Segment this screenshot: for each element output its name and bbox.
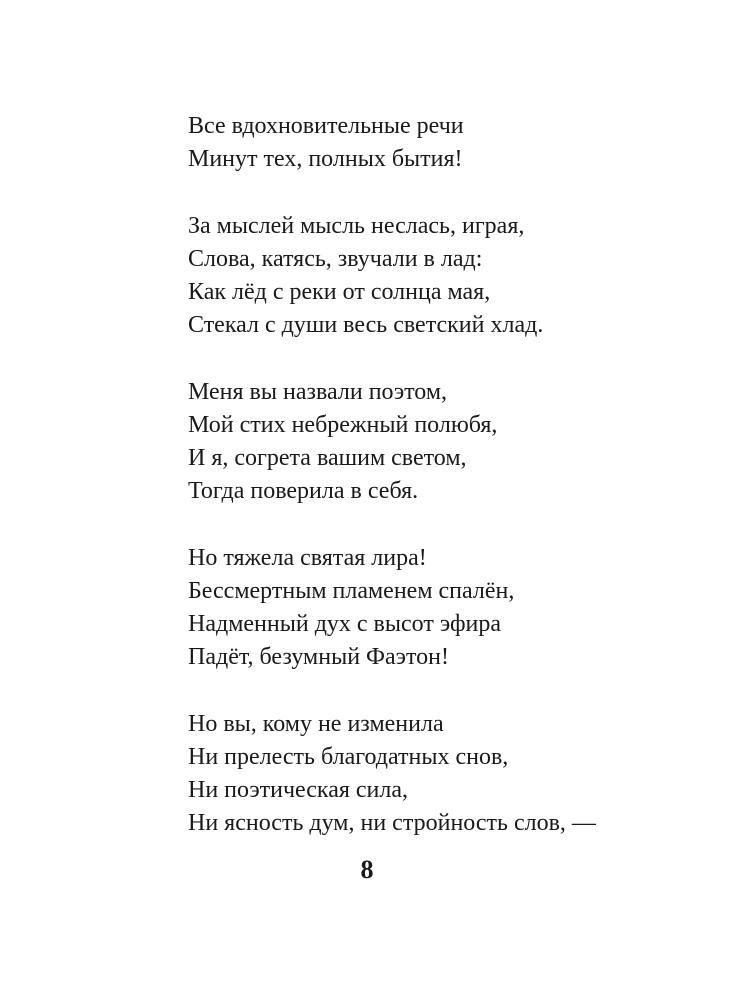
poem-line: Надменный дух с высот эфира xyxy=(188,611,502,637)
stanza-5 xyxy=(188,708,688,840)
poem-line: Мой стих небрежный полюбя, xyxy=(188,412,498,438)
stanza-3 xyxy=(188,376,688,508)
poem-line: Как лёд с реки от солнца мая, xyxy=(188,279,491,305)
poem-line: Падёт, безумный Фаэтон! xyxy=(188,644,449,670)
poem-text xyxy=(188,110,688,874)
poem-line: Бессмертным пламенем спалён, xyxy=(188,578,515,604)
poem-line: Ни поэтическая сила, xyxy=(188,777,409,803)
poem-line: Ни ясность дум, ни стройность слов, — xyxy=(188,810,596,836)
poem-line: И я, согрета вашим светом, xyxy=(188,445,467,471)
poem-line: Стекал с души весь светский хлад. xyxy=(188,312,544,338)
poem-line: За мыслей мысль неслась, играя, xyxy=(188,213,525,239)
poem-line: Тогда поверила в себя. xyxy=(188,478,419,504)
page-number: 8 xyxy=(360,855,374,884)
poem-line: Все вдохновительные речи xyxy=(188,113,464,139)
poem-line: Слова, катясь, звучали в лад: xyxy=(188,246,483,272)
poem-line: Но тяжела святая лира! xyxy=(188,545,427,571)
stanza-2 xyxy=(188,210,688,342)
poem-line: Меня вы назвали поэтом, xyxy=(188,379,448,405)
poem-line: Но вы, кому не изменила xyxy=(188,711,444,737)
stanza-1 xyxy=(188,110,688,176)
poem-line: Ни прелесть благодатных снов, xyxy=(188,744,509,770)
poem-line: Минут тех, полных бытия! xyxy=(188,146,463,172)
stanza-4 xyxy=(188,542,688,674)
